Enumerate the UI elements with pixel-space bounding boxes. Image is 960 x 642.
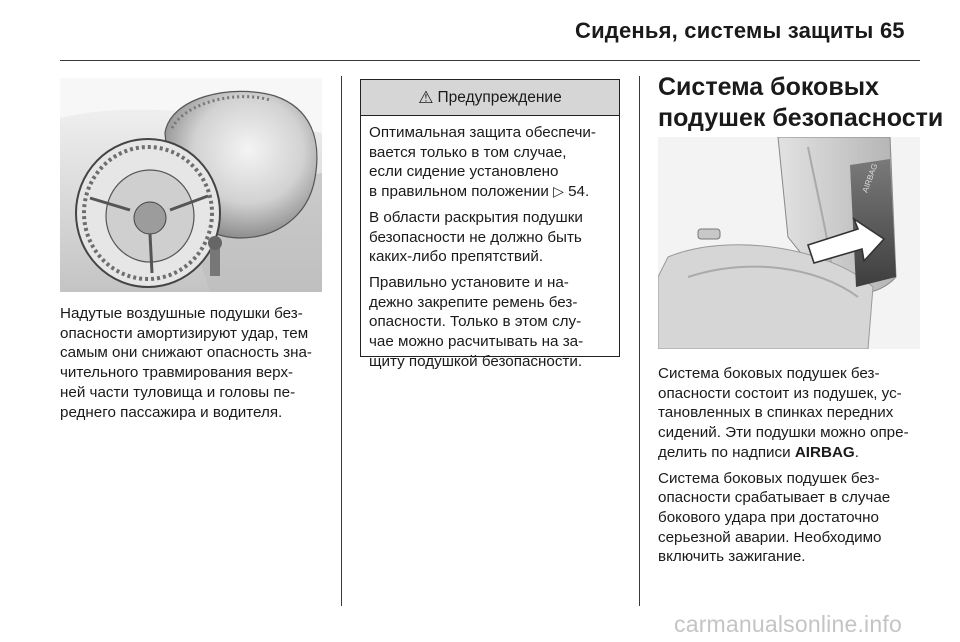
- text-line: ней части туловища и головы пе-: [60, 383, 296, 401]
- warning-header: [361, 80, 619, 116]
- text-line: вается только в том случае,: [369, 143, 567, 161]
- text-line: щиту подушкой безопасности.: [369, 352, 583, 370]
- text-line: серьезной аварии. Необходимо: [658, 528, 882, 546]
- text-line: дежно закрепите ремень без-: [369, 293, 578, 311]
- punctuation: .: [854, 443, 859, 461]
- left-paragraph: [60, 304, 335, 422]
- page-number: 65: [880, 18, 905, 43]
- column-divider-left: [341, 76, 342, 606]
- text-line: опасности срабатывает в случае: [658, 489, 891, 507]
- text-line: опасности амортизируют удар, тем: [60, 324, 309, 342]
- steering-wheel-airbag-figure: [60, 78, 322, 292]
- right-paragraph-1: [658, 364, 928, 463]
- text-line: самым они снижают опасность зна-: [60, 344, 312, 362]
- text-line: делить по надписи: [658, 443, 791, 461]
- text-line: опасности. Только в этом слу-: [369, 313, 582, 331]
- section-title: [658, 72, 943, 134]
- text-line: в правильном положении: [369, 183, 549, 201]
- section-title-line: подушек безопасности: [658, 104, 944, 132]
- text-line: реднего пассажира и водителя.: [60, 403, 283, 421]
- warning-paragraph-1: [369, 123, 611, 202]
- steering-wheel-airbag-illustration: [60, 78, 322, 292]
- page-header-title: Сиденья, системы защиты: [575, 18, 874, 43]
- text-line: включить зажигание.: [658, 548, 806, 566]
- text-line: Система боковых подушек без-: [658, 469, 880, 487]
- seat-side-airbag-figure: [658, 137, 920, 349]
- header-divider: [60, 60, 920, 61]
- warning-body: [361, 116, 619, 371]
- warning-title: Предупреждение: [437, 88, 562, 106]
- text-line: безопасности не должно быть: [369, 228, 582, 246]
- watermark: carmanualsonline.info: [674, 611, 902, 637]
- airbag-emphasis: AIRBAG: [794, 443, 855, 461]
- text-line: Система боковых подушек без-: [658, 365, 880, 382]
- warning-box: [360, 79, 620, 370]
- warning-paragraph-2: [369, 208, 611, 267]
- column-divider-right: [639, 76, 640, 606]
- text-line: тановленных в спинках передних: [658, 404, 894, 422]
- text-line: Надутые воздушные подушки без-: [60, 305, 303, 322]
- section-title-line: Система боковых: [658, 73, 879, 101]
- right-paragraph-2: [658, 469, 928, 568]
- text-line: если сидение установлено: [369, 163, 559, 181]
- page-reference-arrow-icon: ▷: [553, 183, 564, 200]
- right-paragraphs: [658, 364, 928, 567]
- text-line: сидений. Эти подушки можно опре-: [658, 424, 909, 442]
- text-line: каких-либо препятствий.: [369, 248, 544, 266]
- warning-paragraph-3: [369, 273, 611, 372]
- text-line: чае можно расчитывать на за-: [369, 333, 584, 351]
- airbag-label: AIRBAG: [860, 162, 880, 194]
- text-line: чительного травмирования верх-: [60, 364, 294, 382]
- page-reference[interactable]: 54.: [568, 183, 590, 201]
- text-line: Оптимальная защита обеспечи-: [369, 124, 596, 141]
- text-line: В области раскрытия подушки: [369, 208, 583, 226]
- text-line: Правильно установите и на-: [369, 273, 569, 291]
- seat-side-airbag-illustration: [658, 137, 920, 349]
- warning-triangle-icon: ⚠: [418, 87, 434, 107]
- text-line: бокового удара при достаточно: [658, 508, 879, 526]
- text-line: опасности состоит из подушек, ус-: [658, 384, 902, 402]
